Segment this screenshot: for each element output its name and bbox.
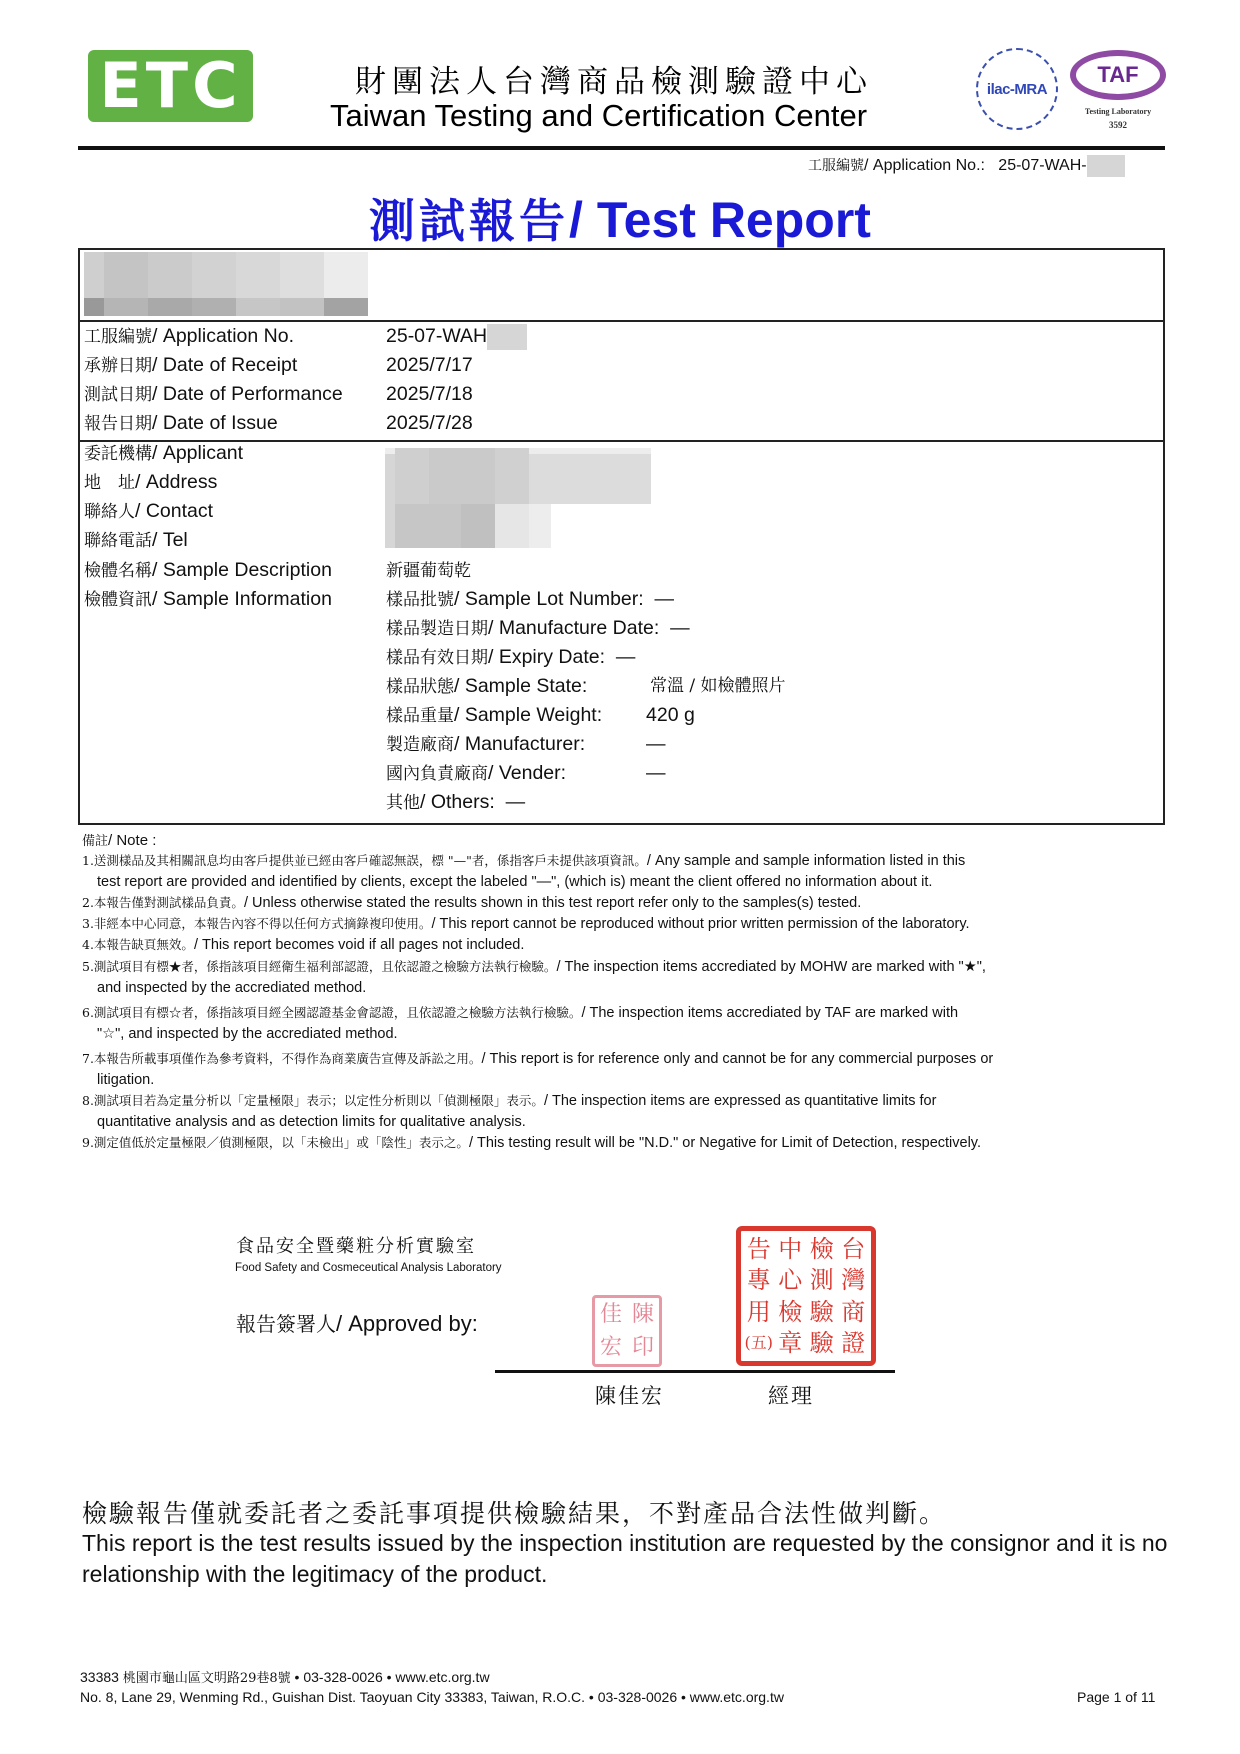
note-item: 1.送測樣品及其相關訊息均由客戶提供並已經由客戶確認無誤，標 "—"者，係指客戶未提供該項資訊。/ Any sample and sample information listed in this test report are provided and identified by clients, except the labeled "—", (which is) meant the client offered no information about it. — [82, 853, 966, 890]
personal-seal-stamp: 佳 陳 宏 印 — [592, 1295, 662, 1367]
value-date-of-issue: 2025/7/28 — [386, 412, 473, 434]
redacted-block — [1087, 155, 1125, 177]
sample-others: 其他/ Others: — — [386, 791, 526, 813]
lab-name-zh: 食品安全暨藥粧分析實驗室 — [236, 1236, 476, 1257]
field-application-no: 工服編號/ Application No. — [84, 325, 294, 347]
approved-by-label: 報告簽署人/ Approved by: — [236, 1311, 478, 1336]
field-applicant: 委託機構/ Applicant — [84, 442, 244, 464]
sample-expiry-date: 樣品有效日期/ Expiry Date: — — [386, 646, 636, 668]
signature-line — [495, 1370, 895, 1373]
field-tel: 聯絡電話/ Tel — [84, 529, 188, 551]
org-name-zh: 財團法人台灣商品檢測驗證中心 — [355, 64, 873, 100]
box-divider — [78, 320, 1165, 322]
redacted-block — [487, 324, 527, 350]
signer-name: 陳佳宏 — [595, 1384, 664, 1408]
redacted-block — [84, 252, 402, 318]
header-divider — [78, 146, 1165, 150]
note-item: 5.測試項目有標★者，係指該項目經衛生福利部認證，且依認證之檢驗方法執行檢驗。/ The inspection items accrediated by MOHW are marked with "★", and inspected by the accrediated method. — [82, 959, 986, 996]
sample-manufacturer: 製造廠商/ Manufacturer: — — [386, 733, 666, 755]
note-item: 4.本報告缺頁無效。/ This report becomes void if all pages not included. — [82, 937, 525, 953]
footer-address-zh: 33383 桃園市龜山區文明路29巷8號 • 03-328-0026 • www.etc.org.tw — [80, 1669, 490, 1686]
lab-name-en: Food Safety and Cosmeceutical Analysis Laboratory — [235, 1262, 502, 1274]
org-name-en: Taiwan Testing and Certification Center — [330, 98, 868, 133]
page-number: Page 1 of 11 — [1077, 1689, 1156, 1705]
disclaimer-en: This report is the test results issued by the inspection institution are requested by the consignor and it is no relationship with the legitimacy of the product. — [82, 1530, 1168, 1587]
header-application-no: 工服編號/ Application No.: 25-07-WAH- — [808, 155, 1125, 177]
field-date-of-performance: 測試日期/ Date of Performance — [84, 383, 343, 405]
note-item: 2.本報告僅對測試樣品負責。/ Unless otherwise stated the results shown in this test report refer only to the samples(s) tested. — [82, 895, 862, 911]
signer-title: 經理 — [768, 1384, 814, 1408]
value-application-no: 25-07-WAH — [386, 323, 527, 350]
field-sample-description: 檢體名稱/ Sample Description — [84, 559, 332, 581]
field-sample-information: 檢體資訊/ Sample Information — [84, 588, 332, 610]
field-date-of-issue: 報告日期/ Date of Issue — [84, 412, 278, 434]
sample-state: 樣品狀態/ Sample State: 常溫 / 如檢體照片 — [386, 675, 786, 697]
value-sample-description: 新疆葡萄乾 — [386, 561, 471, 581]
sample-vender: 國內負責廠商/ Vender: — — [386, 762, 666, 784]
etc-logo: ETC — [88, 50, 253, 122]
field-date-of-receipt: 承辦日期/ Date of Receipt — [84, 354, 298, 376]
field-contact: 聯絡人/ Contact — [84, 500, 214, 522]
note-item: 9.測定值低於定量極限／偵測極限，以「未檢出」或「陰性」表示之。/ This testing result will be "N.D." or Negative for Limit of Detection, respectively. — [82, 1135, 982, 1151]
field-address: 地 址/ Address — [84, 471, 218, 493]
value-date-of-receipt: 2025/7/17 — [386, 354, 473, 376]
sample-manufacture-date: 樣品製造日期/ Manufacture Date: — — [386, 617, 690, 639]
note-item: 7.本報告所載事項僅作為參考資料，不得作為商業廣告宣傳及訴訟之用。/ This report is for reference only and cannot be for any commercial purposes or litigation. — [82, 1051, 994, 1088]
footer-address-en: No. 8, Lane 29, Wenming Rd., Guishan Dist. Taoyuan City 33383, Taiwan, R.O.C. • 03-328-0026 • www.etc.org.tw — [80, 1689, 784, 1705]
page-title: 測試報告/ Test Report — [369, 192, 871, 248]
taf-logo: TAF — [1070, 50, 1166, 100]
disclaimer-zh: 檢驗報告僅就委託者之委託事項提供檢驗結果，不對產品合法性做判斷。 — [82, 1499, 947, 1528]
value-date-of-performance: 2025/7/18 — [386, 383, 473, 405]
note-item: 3.非經本中心同意，本報告內容不得以任何方式摘錄複印使用。/ This report cannot be reproduced without prior written permission of the laboratory. — [82, 916, 970, 932]
ilac-mra-logo: ilac-MRA — [976, 48, 1058, 130]
sample-weight: 樣品重量/ Sample Weight: 420 g — [386, 704, 695, 726]
redacted-block — [385, 448, 651, 550]
official-seal-stamp: 告 中 檢 台 專 心 測 灣 用 檢 驗 商 (五) 章 驗 證 — [736, 1226, 876, 1366]
taf-number: 3592 — [1109, 120, 1127, 130]
notes-title: 備註/ Note : — [82, 832, 157, 849]
note-item: 8.測試項目若為定量分析以「定量極限」表示；以定性分析則以「偵測極限」表示。/ The inspection items are expressed as quantitative limits for quantitative analysis and as detection limits for qualitative analysis. — [82, 1093, 937, 1130]
taf-caption: Testing Laboratory — [1084, 107, 1152, 116]
note-item: 6.測試項目有標☆者，係指該項目經全國認證基金會認證，且依認證之檢驗方法執行檢驗。/ The inspection items accrediated by TAF are marked with "☆", and inspected by the accrediated method. — [82, 1005, 959, 1042]
sample-lot-number: 樣品批號/ Sample Lot Number: — — [386, 588, 675, 610]
